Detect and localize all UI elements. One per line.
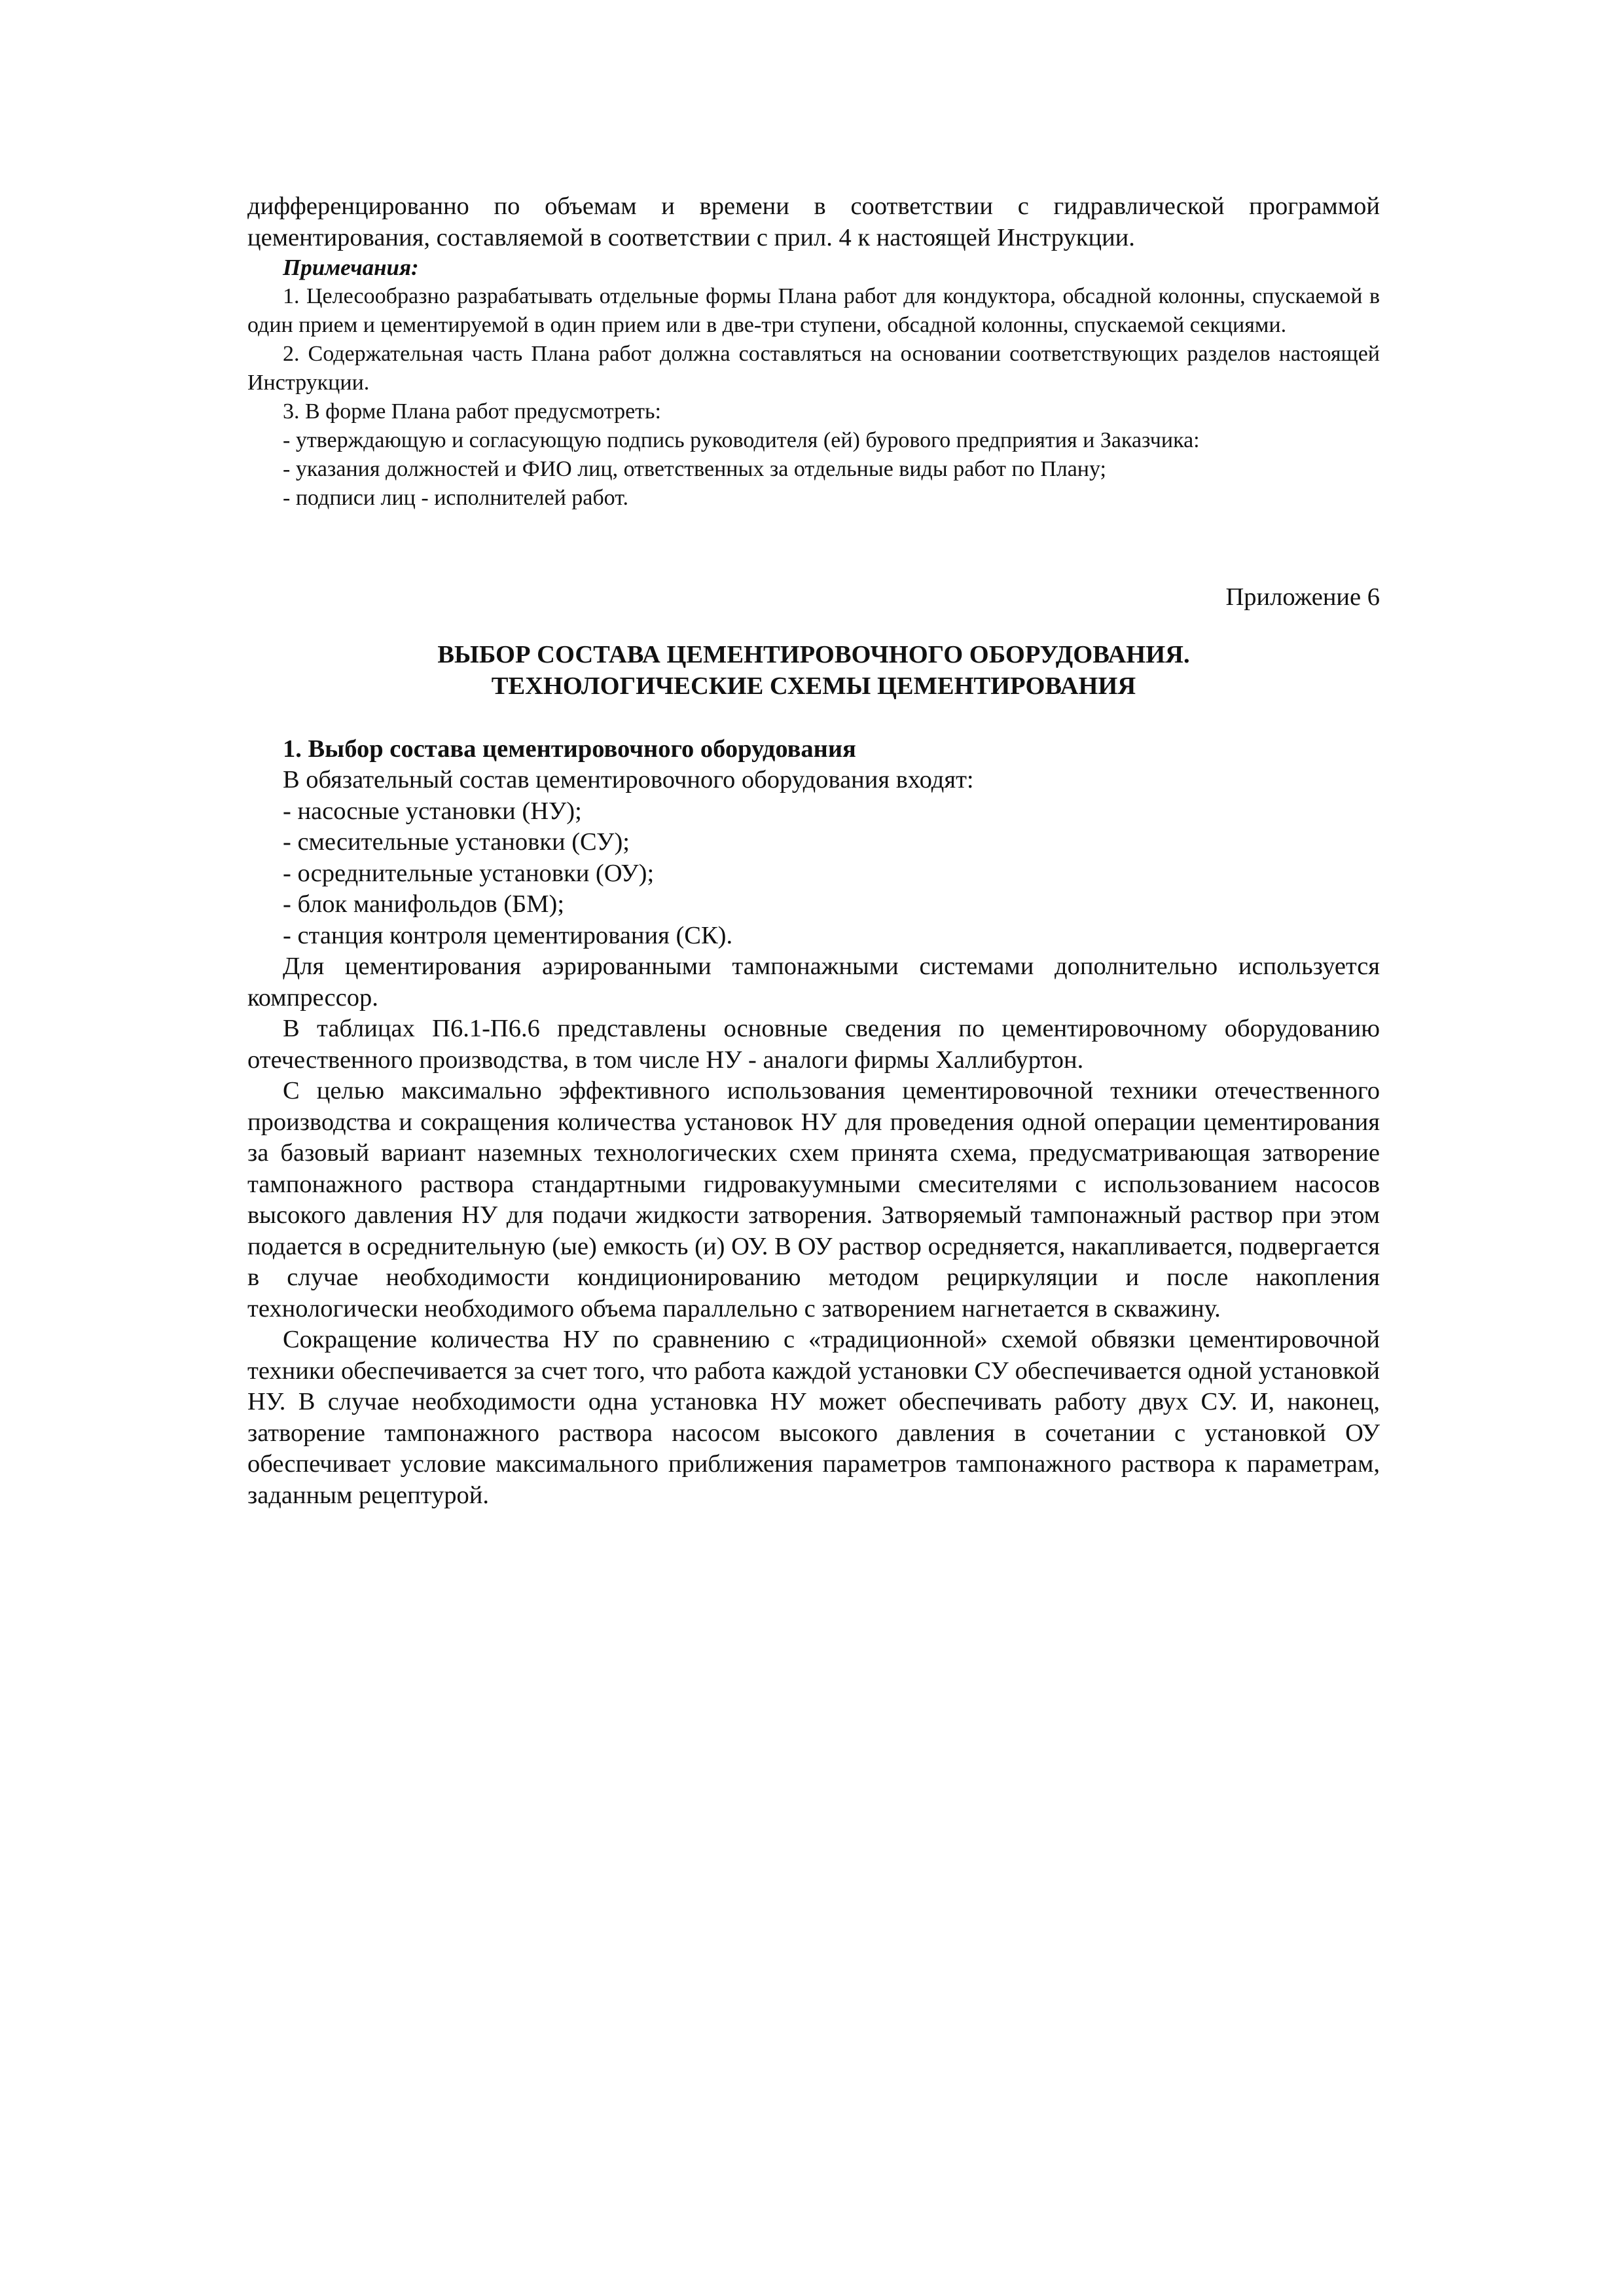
list-item: - осреднительные установки (ОУ);: [283, 859, 655, 887]
body-paragraph: Для цементирования аэрированными тампонажными системами дополнительно используется компрессор.: [247, 953, 1380, 1011]
body-paragraph: Сокращение количества НУ по сравнению с «традиционной» схемой обвязки цементировочной техники обеспечивается за счет того, что работа каждой установки СУ обеспечивается одной установкой НУ. В случае необходимости одна установка НУ может обеспечивать работу двух СУ. И, наконец, затворение тампонажного раствора насосом высокого давления в сочетании с установкой ОУ обеспечивает условие максимального приближения параметров тампонажного раствора к параметрам, заданным рецептурой.: [247, 1326, 1380, 1509]
list-item: - станция контроля цементирования (СК).: [283, 921, 733, 949]
list-item: - насосные установки (НУ);: [283, 797, 582, 825]
document-title: [247, 639, 1380, 702]
note-item: 2. Содержательная часть Плана работ должна составляться на основании соответствующих разделов настоящей Инструкции.: [247, 342, 1380, 395]
body-paragraph: В таблицах П6.1-П6.6 представлены основные сведения по цементировочному оборудованию отечественного производства, в том числе НУ - аналоги фирмы Халлибуртон.: [247, 1015, 1380, 1074]
note-item: - указания должностей и ФИО лиц, ответственных за отдельные виды работ по Плану;: [283, 457, 1106, 481]
title-line-2: ТЕХНОЛОГИЧЕСКИЕ СХЕМЫ ЦЕМЕНТИРОВАНИЯ: [491, 672, 1136, 700]
title-line-1: ВЫБОР СОСТАВА ЦЕМЕНТИРОВОЧНОГО ОБОРУДОВАНИЯ.: [437, 641, 1190, 668]
document-page: [247, 191, 1380, 1511]
intro-paragraph: дифференцированно по объемам и времени в соответствии с гидравлической программой цементирования, составляемой в соответствии с прил. 4 к настоящей Инструкции.: [247, 192, 1380, 251]
note-item: - подписи лиц - исполнителей работ.: [283, 486, 629, 510]
appendix-label: Приложение 6: [1225, 583, 1380, 611]
note-item: 1. Целесообразно разрабатывать отдельные формы Плана работ для кондуктора, обсадной колонны, спускаемой в один прием и цементируемой в один прием или в две-три ступени, обсадной колонны, спускаемой секциями.: [247, 284, 1380, 337]
list-item: - блок манифольдов (БМ);: [283, 890, 565, 918]
body-paragraph: С целью максимально эффективного использования цементировочной техники отечественного производства и сокращения количества установок НУ для проведения одной операции цементирования за базовый вариант наземных технологических схем принята схема, предусматривающая затворение тампонажного раствора стандартными гидровакуумными смесителями с использованием насосов высокого давления НУ для подачи жидкости затворения. Затворяемый тампонажный раствор при этом подается в осреднительную (ые) емкость (и) ОУ. В ОУ раствор осредняется, накапливается, подвергается в случае необходимости кондиционированию методом рециркуляции и после накопления технологически необходимого объема параллельно с затворением нагнетается в скважину.: [247, 1077, 1380, 1322]
list-item: - смесительные установки (СУ);: [283, 828, 630, 856]
note-item: - утверждающую и согласующую подпись руководителя (ей) бурового предприятия и Заказчика:: [283, 428, 1200, 452]
section-lead: В обязательный состав цементировочного оборудования входят:: [283, 766, 974, 793]
note-item: 3. В форме Плана работ предусмотреть:: [283, 399, 661, 424]
notes-heading: Примечания:: [283, 255, 419, 280]
section-heading: 1. Выбор состава цементировочного оборудования: [283, 735, 856, 763]
